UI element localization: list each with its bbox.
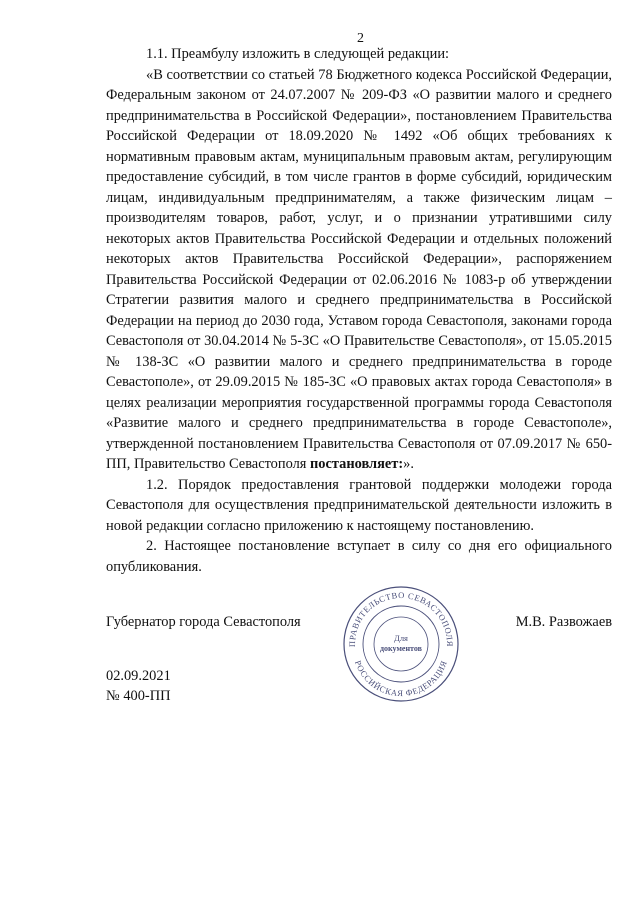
seal-center-line-1: Для [394,633,408,643]
document-body [106,44,612,577]
paragraph-1-1: 1.1. Преамбулу изложить в следующей редакции: [146,46,450,62]
paragraph-2: 2. Настоящее постановление вступает в силу со дня его официального опубликования. [106,538,612,575]
signer-title: Губернатор города Севастополя [106,614,301,630]
preamble-bold: постановляет: [310,456,404,472]
preamble-text: «В соответствии со статьей 78 Бюджетного кодекса Российской Федерации, Федеральным законом от 24.07.2007 № 209-ФЗ «О развитии малого и среднего предпринимательства в Российской Федерации», постановлением Правительства Российской Федерации от 18.09.2020 № 1492 «Об общих требованиях к нормативным правовым актам, муниципальным правовым актам, регулирующим предоставление субсидий, в том числе грантов в форме субсидий, юридическим лицам, индивидуальным предпринимателям, а также физическим лицам – производителям товаров, работ, услуг, и о признании утратившими силу некоторых актов Правительства Российской Федерации и отдельных положений некоторых актов Правительства Российской Федерации», распоряжением Правительства Российской Федерации от 02.06.2016 № 1083-р об утверждении Стратегии развития малого и среднего предпринимательства в Российской Федерации на период до 2030 года, Уставом города Севастополя, законами города Севастополя от 30.04.2014 № 5-ЗС «О Правительстве Севастополя», от 15.05.2015 № 138-ЗС «О развитии малого и среднего предпринимательства в городе Севастополе», от 29.09.2015 № 185-ЗС «О правовых актах города Севастополя» в целях реализации мероприятия государственной программы города Севастополя «Развитие малого и среднего предпринимательства в городе Севастополе», утвержденной постановлением Правительства Севастополя от 07.09.2017 № 650-ПП, Правительство Севастополя [106,66,612,472]
seal-graphic [341,584,461,704]
seal-bottom-text: РОССИЙСКАЯ ФЕДЕРАЦИЯ [353,658,449,699]
seal-center-line-2: документов [380,644,422,653]
document-number: № 400-ПП [106,688,171,704]
page-number: 2 [357,31,364,46]
seal-top-text: ПРАВИТЕЛЬСТВО СЕВАСТОПОЛЯ [346,589,456,648]
official-seal [341,584,461,704]
document-date: 02.09.2021 [106,668,171,684]
paragraph-preamble [106,65,612,475]
preamble-end: ». [403,456,414,472]
signer-name: М.В. Развожаев [515,614,612,630]
paragraph-1-2: 1.2. Порядок предоставления грантовой поддержки молодежи города Севастополя для осуществления предпринимательской деятельности изложить в новой редакции согласно приложению к настоящему постановлению. [106,476,612,534]
